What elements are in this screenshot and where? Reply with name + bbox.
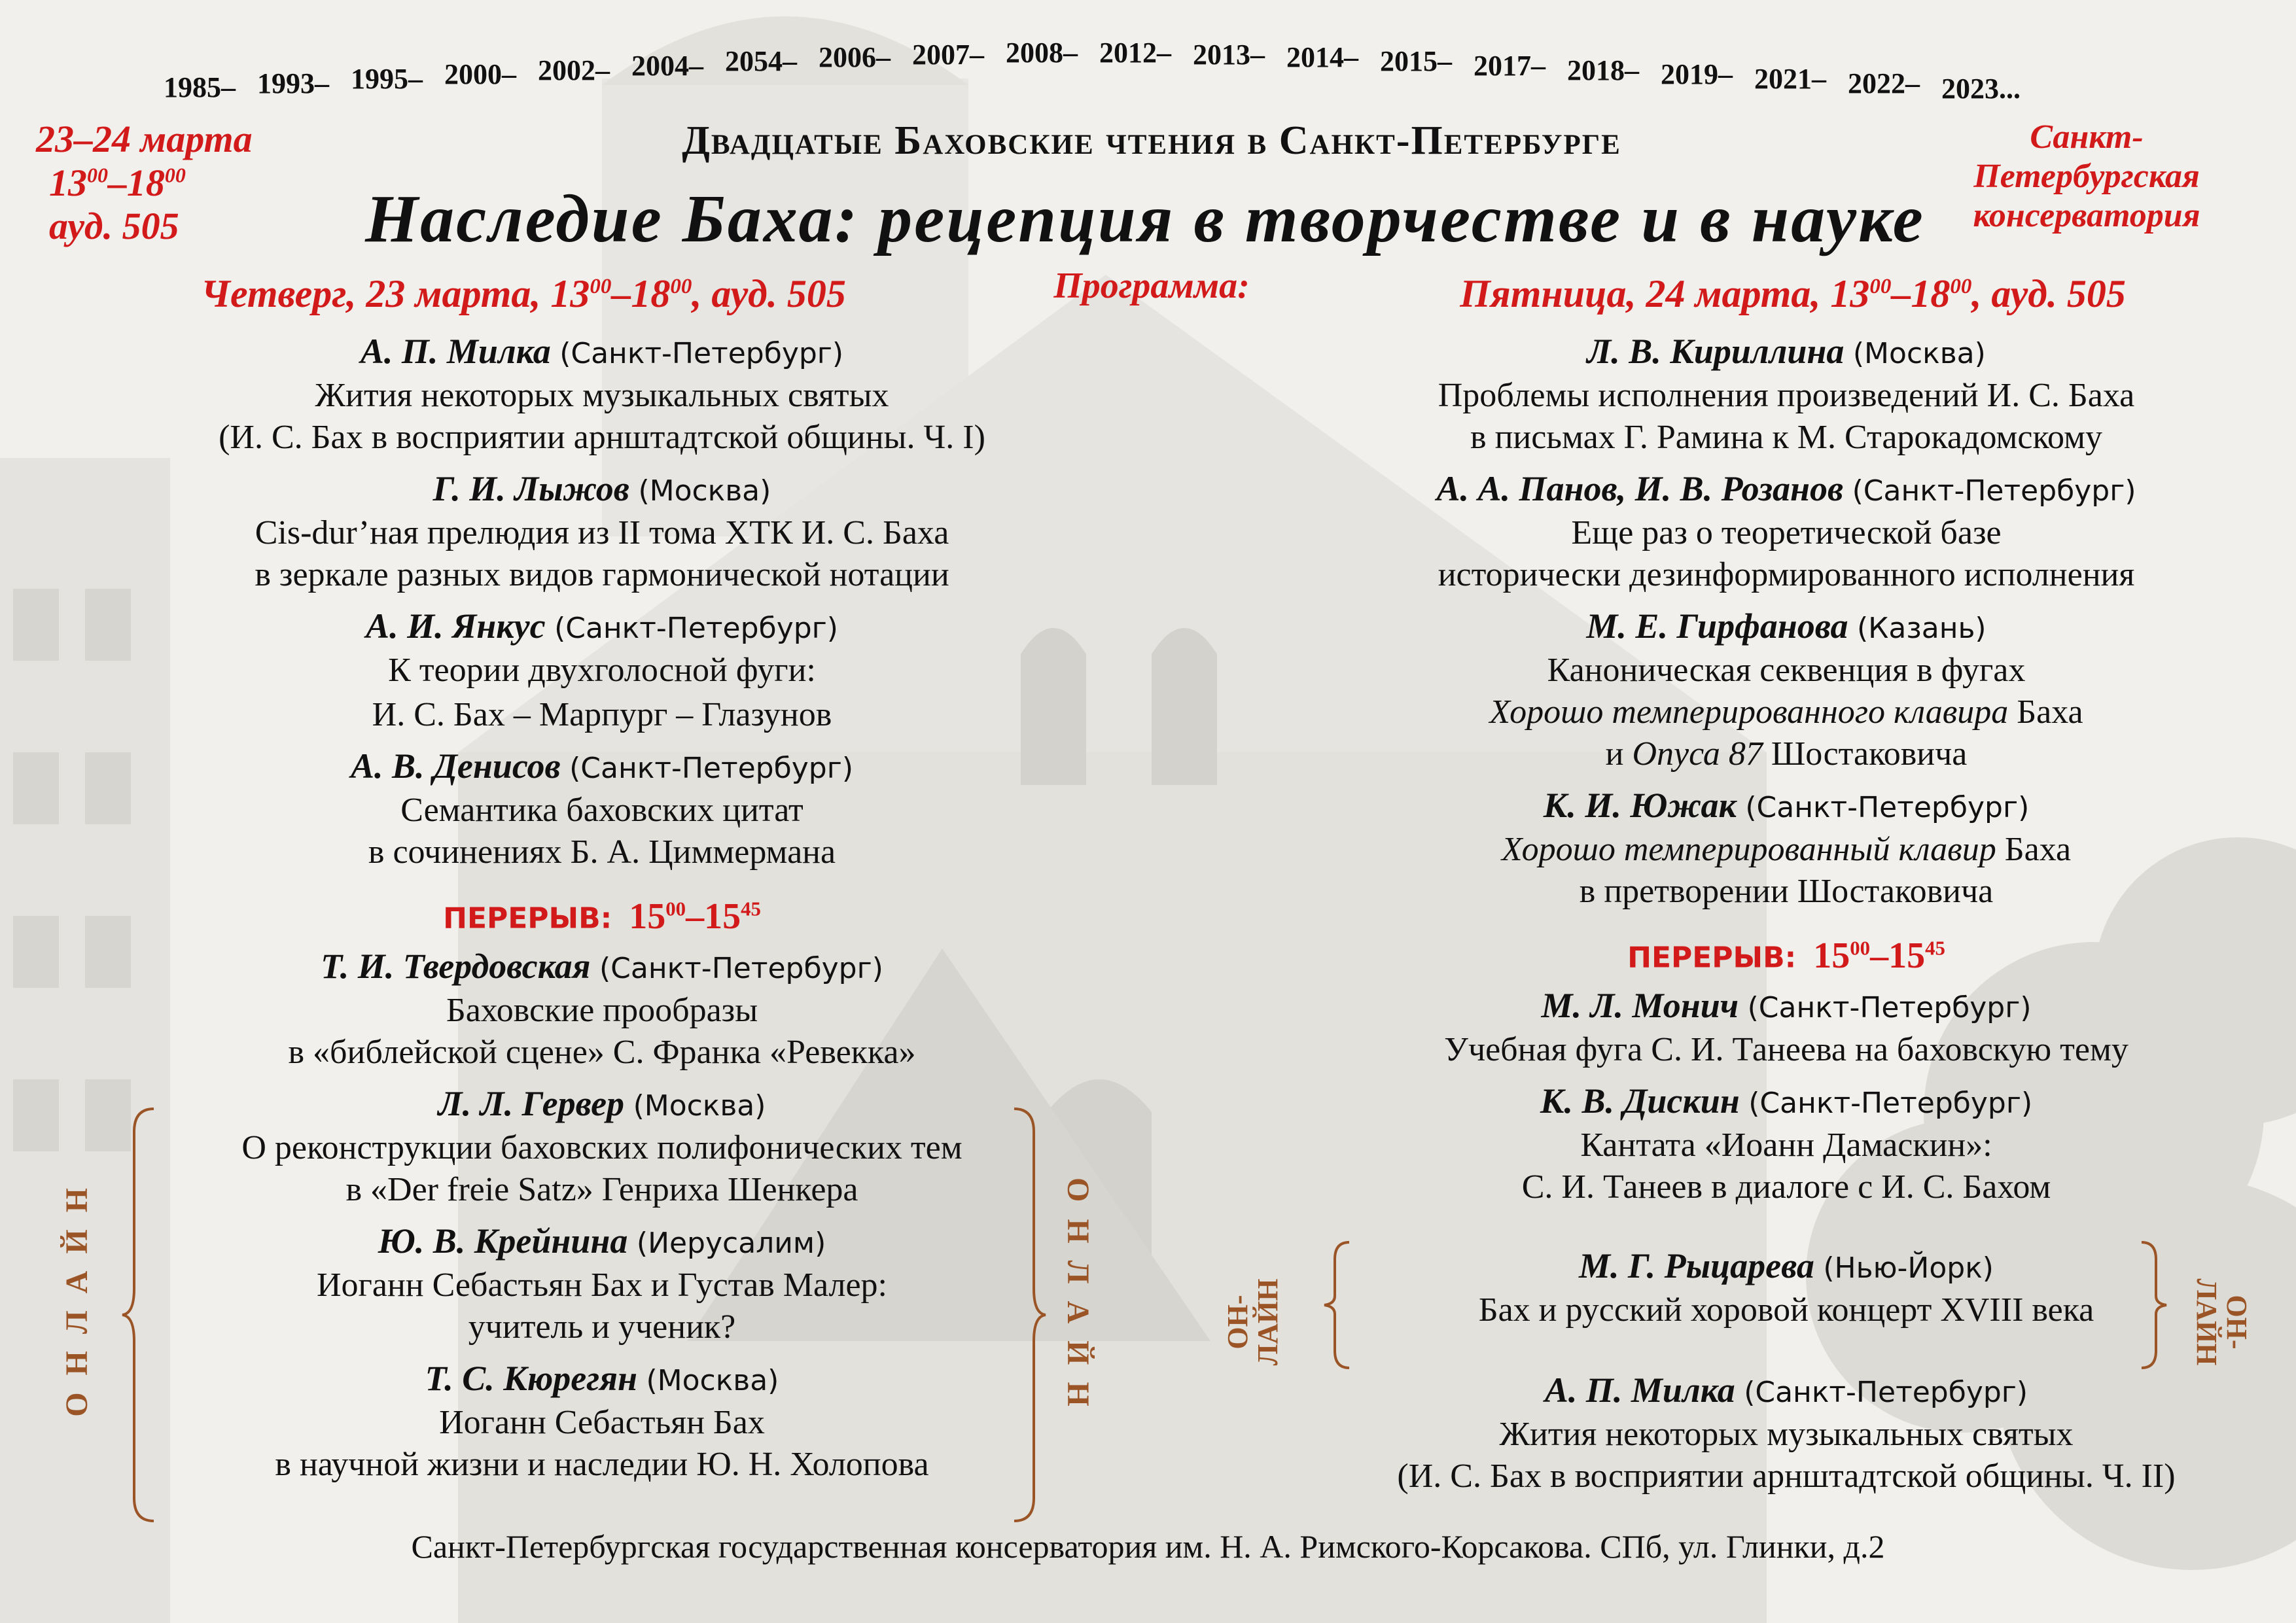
talk-title-line: (И. С. Бах в восприятии арнштадтской общины. Ч. I) — [219, 419, 985, 456]
year-item: 2000– — [444, 58, 516, 90]
talk-title-line: учитель и ученик? — [468, 1308, 736, 1346]
speaker-name: Л. Л. Гервер — [438, 1083, 625, 1123]
speaker — [1302, 1369, 2270, 1414]
break-label: ПЕРЕРЫВ: — [443, 901, 612, 935]
talk-title-text: Баха — [2008, 693, 2083, 731]
speaker — [137, 1220, 1067, 1265]
speaker-name: М. Е. Гирфанова — [1586, 606, 1848, 646]
speaker-city: (Санкт-Петербург) — [569, 752, 854, 785]
talk-title-line: (И. С. Бах в восприятии арнштадтской общины. Ч. II) — [1397, 1457, 2176, 1495]
talk-entry — [1302, 468, 2270, 596]
talk-title-line: в сочинениях Б. А. Циммермана — [368, 833, 836, 871]
speaker-city: (Санкт-Петербург) — [554, 612, 838, 645]
time-sup: 00 — [87, 164, 108, 187]
online-label-small-left — [1204, 1243, 1302, 1374]
speaker — [1302, 1245, 2270, 1289]
speaker-city: (Москва) — [1852, 337, 1986, 370]
break-time-sup: 45 — [741, 898, 761, 920]
speaker-city: (Санкт-Петербург) — [559, 337, 844, 370]
speaker — [1302, 784, 2270, 829]
talk-title-line: исторически дезинформированного исполнения — [1438, 556, 2135, 593]
speaker-city: (Санкт-Петербург) — [1745, 791, 2030, 824]
speaker-name: Т. И. Твердовская — [321, 946, 591, 986]
talk-entry — [1302, 784, 2270, 913]
day2-heading — [1394, 271, 2192, 317]
break-time: –15 — [1870, 935, 1926, 976]
day-heading-text: Четверг, 23 марта, 13 — [201, 272, 590, 315]
day-heading-sup: 00 — [1950, 275, 1972, 298]
talk-title-line: Баховские прообразы — [446, 991, 758, 1029]
talk-title-line — [1302, 733, 2270, 775]
time-sup: 00 — [164, 164, 186, 187]
talk-entry — [137, 1083, 1067, 1211]
small-right-brace-icon — [2136, 1240, 2169, 1370]
talk-title-line: Семантика баховских цитат — [400, 792, 804, 829]
right-brace-icon — [1008, 1106, 1047, 1524]
day-heading-sup: 00 — [1869, 275, 1892, 298]
work-title: Хорошо темперированный клавир — [1501, 831, 1996, 868]
talk-entry — [137, 605, 1067, 736]
day-heading-sup: 00 — [670, 275, 692, 298]
online-label-middle: ОНЛАЙН — [1061, 1178, 1095, 1423]
day-heading-text: , ауд. 505 — [1971, 272, 2126, 315]
speaker-name: М. Л. Монич — [1541, 985, 1739, 1025]
speaker-city: (Санкт-Петербург) — [1852, 474, 2136, 508]
speaker — [137, 330, 1067, 375]
talk-entry — [137, 468, 1067, 596]
speaker-name: А. А. Панов, И. В. Розанов — [1436, 469, 1844, 508]
year-item: 2012– — [1099, 37, 1171, 69]
talk-entry — [137, 1357, 1067, 1486]
dates-text: 23–24 марта — [36, 118, 253, 160]
year-item: 2008– — [1006, 37, 1078, 69]
speaker — [137, 745, 1067, 790]
speaker-name: А. В. Денисов — [350, 746, 561, 786]
small-left-brace-icon — [1322, 1240, 1354, 1370]
talk-entry — [1302, 605, 2270, 775]
talk-entry — [137, 1220, 1067, 1348]
venue-line: консерватория — [1973, 196, 2200, 234]
talk-title-line: Жития некоторых музыкальных святых — [315, 377, 889, 414]
year-item: 2013– — [1193, 39, 1265, 71]
years-row — [164, 26, 2159, 111]
speaker-city: (Москва) — [633, 1089, 766, 1123]
day-heading-text: , ауд. 505 — [692, 272, 846, 315]
day-heading-sup: 00 — [590, 275, 612, 298]
speaker-name: Ю. В. Крейнина — [378, 1221, 628, 1261]
talk-entry — [137, 330, 1067, 459]
year-item: 2019– — [1661, 58, 1733, 90]
break-marker — [137, 882, 1067, 945]
work-title: Хорошо темперированного клавира — [1489, 693, 2009, 731]
speaker-name: А. П. Милка — [1544, 1370, 1735, 1410]
year-item: 2022– — [1848, 67, 1920, 99]
speaker-name: М. Г. Рыцарева — [1579, 1246, 1814, 1285]
speaker-city: (Санкт-Петербург) — [599, 951, 883, 985]
talk-title-line — [1302, 829, 2270, 871]
day-heading-text: Пятница, 24 марта, 13 — [1460, 272, 1870, 315]
talk-title-line: С. И. Танеев в диалоге с И. С. Бахом — [1521, 1168, 2051, 1206]
online-label-left: ОНЛАЙН — [60, 1171, 94, 1417]
year-item: 2015– — [1380, 45, 1452, 77]
talk-entry — [1302, 1245, 2270, 1331]
time-dash: – — [107, 161, 127, 204]
talk-title-line: в письмах Г. Рамина к М. Старокадомскому — [1470, 419, 2102, 456]
speaker — [1302, 605, 2270, 650]
speaker-name: Г. И. Лыжов — [433, 469, 629, 508]
speaker-city: (Санкт-Петербург) — [1744, 1375, 2028, 1409]
speaker — [137, 945, 1067, 990]
break-time: 15 — [1813, 935, 1850, 976]
talk-title-line: в претворении Шостаковича — [1579, 873, 1994, 910]
talk-entry — [137, 945, 1067, 1073]
year-item: 2002– — [538, 54, 610, 86]
talk-title-line — [1302, 691, 2270, 733]
speaker-city: (Москва) — [646, 1363, 779, 1397]
year-item: 2017– — [1474, 50, 1545, 82]
talk-title-line: И. С. Бах – Марпург – Глазунов — [372, 696, 832, 733]
online-text: ОН- — [2221, 1295, 2253, 1350]
left-brace-icon — [121, 1106, 160, 1524]
talk-title-line: Учебная фуга С. И. Танеева на баховскую тему — [1444, 1030, 2128, 1068]
speaker-name: К. И. Южак — [1543, 786, 1737, 825]
program-label: Программа: — [1053, 266, 1250, 306]
talk-title-line: Проблемы исполнения произведений И. С. Баха — [1438, 377, 2135, 414]
day1-program — [137, 330, 1067, 1495]
venue-line: Петербургская — [1973, 157, 2200, 195]
talk-title-text: Шостаковича — [1762, 735, 1968, 773]
talk-title-line: в зеркале разных видов гармонической нотации — [255, 556, 949, 593]
year-item: 1985– — [164, 71, 236, 103]
talk-title-line: Жития некоторых музыкальных святых — [1499, 1415, 2074, 1453]
year-item: 2006– — [819, 41, 891, 73]
break-time-sup: 00 — [1850, 937, 1871, 959]
talk-title-line: О реконструкции баховских полифонических тем — [241, 1128, 963, 1166]
talk-title-line: в «библейской сцене» С. Франка «Ревекка» — [288, 1033, 916, 1071]
talk-title-line: в научной жизни и наследии Ю. Н. Холопова — [275, 1445, 929, 1483]
year-item: 1993– — [257, 67, 329, 99]
talk-title-line: Еще раз о теоретической базе — [1571, 514, 2002, 551]
online-label-small-right — [2172, 1243, 2270, 1374]
break-time: –15 — [686, 896, 741, 937]
day2-program — [1302, 330, 2270, 1507]
year-item: 2004– — [631, 50, 703, 82]
talk-title-line: Иоганн Себастьян Бах и Густав Малер: — [317, 1266, 887, 1304]
talk-title-line: Бах и русский хоровой концерт XVIII века — [1478, 1291, 2094, 1329]
speaker-city: (Санкт-Петербург) — [1748, 1086, 2033, 1120]
day1-heading — [150, 271, 896, 317]
speaker-city: (Санкт-Петербург) — [1747, 990, 2032, 1024]
talk-title-line: Иоганн Себастьян Бах — [439, 1403, 765, 1441]
talk-title-line: Каноническая секвенция в фугах — [1547, 652, 2026, 689]
speaker-city: (Москва) — [638, 474, 771, 508]
speaker-name: А. П. Милка — [360, 332, 551, 371]
speaker-city: (Нью-Йорк) — [1823, 1251, 1994, 1285]
work-title: Опуса 87 — [1632, 735, 1763, 773]
speaker — [137, 1357, 1067, 1402]
talk-entry — [1302, 1080, 2270, 1208]
speaker — [1302, 985, 2270, 1029]
speaker — [1302, 1080, 2270, 1125]
year-item: 2018– — [1567, 54, 1639, 86]
year-item: 1995– — [351, 63, 423, 95]
speaker-name: А. И. Янкус — [366, 606, 546, 646]
speaker — [1302, 468, 2270, 512]
talk-entry — [1302, 985, 2270, 1071]
break-marker — [1302, 922, 2270, 985]
speaker — [137, 468, 1067, 512]
talk-entry — [1302, 330, 2270, 459]
break-label: ПЕРЕРЫВ: — [1627, 941, 1797, 975]
talk-title-line: в «Der freie Satz» Генриха Шенкера — [345, 1170, 858, 1208]
talk-title-text: и — [1605, 735, 1633, 773]
speaker-city: (Иерусалим) — [636, 1226, 826, 1260]
year-item: 2054– — [725, 45, 797, 77]
year-item: 2021– — [1754, 63, 1826, 95]
break-time: 15 — [629, 896, 666, 937]
day-heading-text: –18 — [611, 272, 671, 315]
speaker-city: (Казань) — [1856, 612, 1987, 645]
talk-entry — [1302, 1369, 2270, 1497]
time-start: 13 — [49, 161, 87, 204]
online-text: ЛАЙН — [1252, 1278, 1284, 1366]
speaker — [137, 605, 1067, 650]
speaker-name: Л. В. Кириллина — [1587, 332, 1845, 371]
time-end: 18 — [126, 161, 165, 204]
online-text: ЛАЙН — [2191, 1278, 2223, 1366]
break-time-sup: 45 — [1925, 937, 1945, 959]
venue-line: Санкт- — [2030, 118, 2144, 156]
speaker-name: Т. С. Кюрегян — [425, 1358, 637, 1398]
speaker-name: К. В. Дискин — [1540, 1081, 1740, 1121]
year-item: 2007– — [912, 39, 984, 71]
talk-title-line: Кантата «Иоанн Дамаскин»: — [1580, 1126, 1992, 1164]
speaker — [137, 1083, 1067, 1127]
talk-title-line: К теории двухголосной фуги: — [388, 652, 816, 689]
year-item: 2014– — [1286, 41, 1358, 73]
talk-entry — [137, 745, 1067, 873]
page-subtitle: Двадцатые Баховские чтения в Санкт-Петербурге — [682, 118, 1621, 163]
talk-title-line: Cis-dur’ная прелюдия из II тома ХТК И. С. Баха — [255, 514, 949, 551]
online-text: ОН- — [1222, 1295, 1254, 1350]
page-title: Наследие Баха: рецепция в творчестве и в науке — [365, 181, 1925, 256]
year-item: 2023... — [1941, 73, 2021, 105]
break-time-sup: 00 — [665, 898, 686, 920]
talk-title-text: Баха — [1996, 831, 2072, 868]
day-heading-text: –18 — [1891, 272, 1951, 315]
speaker — [1302, 330, 2270, 375]
footer-address: Санкт-Петербургская государственная консерватория им. Н. А. Римского-Корсакова. СПб, ул. Глинки, д.2 — [411, 1528, 1885, 1565]
room-text: ауд. 505 — [49, 205, 179, 248]
